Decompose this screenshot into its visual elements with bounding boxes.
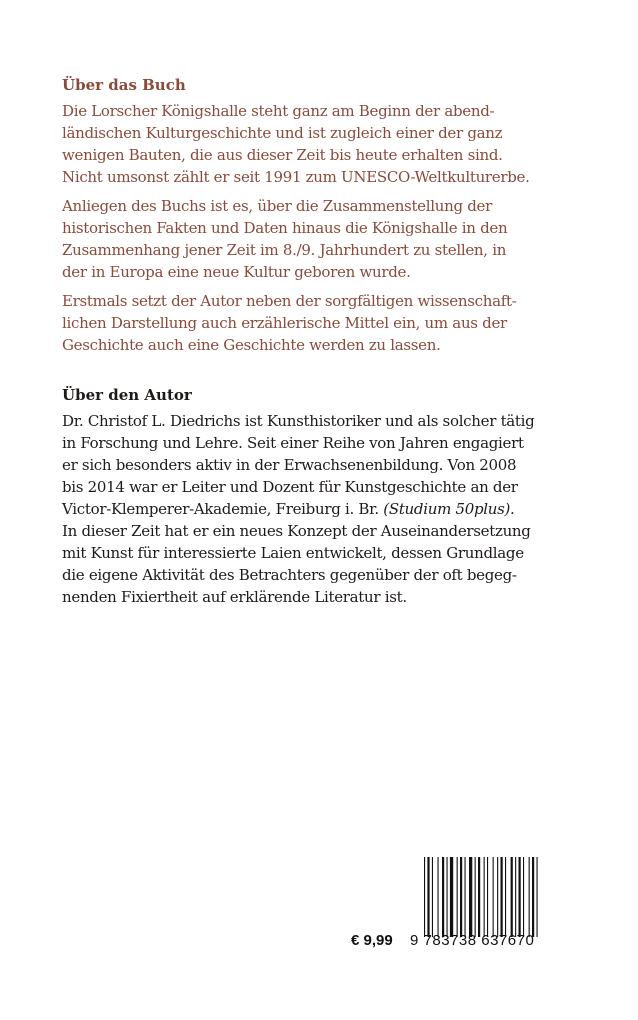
barcode-bar (529, 857, 530, 937)
text-span: Dr. Christof L. Diedrichs ist Kunsthistoriker und als solcher tätig (62, 412, 535, 430)
text-line (62, 498, 534, 520)
barcode-bar (424, 857, 425, 937)
barcode-bar (438, 857, 439, 937)
barcode (424, 857, 540, 937)
text-line: Die Lorscher Königshalle steht ganz am Beginn der abend- (62, 102, 495, 120)
barcode-bar (523, 857, 524, 937)
barcode-bar (493, 857, 494, 937)
barcode-bar (537, 857, 538, 937)
barcode-bar (469, 857, 472, 937)
barcode-bar (450, 857, 453, 937)
paragraph (62, 100, 530, 188)
text-line: Geschichte auch eine Geschichte werden zu lassen. (62, 336, 441, 354)
about-author-section (62, 384, 534, 608)
barcode-bar (505, 857, 506, 937)
barcode-bar (511, 857, 513, 937)
text-line: lichen Darstellung auch erzählerische Mittel ein, um aus der (62, 314, 507, 332)
barcode-bar (465, 857, 466, 937)
barcode-bar (515, 857, 516, 937)
barcode-bar (427, 857, 429, 937)
text-line: die eigene Aktivität des Betrachters gegenüber der oft begeg- (62, 566, 517, 584)
paragraph (62, 195, 530, 283)
barcode-bar (497, 857, 498, 937)
text-line (62, 476, 534, 498)
text-span: in Forschung und Lehre. Seit einer Reihe von Jahren engagiert (62, 434, 524, 452)
text-line: In dieser Zeit hat er ein neues Konzept der Auseinandersetzung (62, 522, 531, 540)
about-book-text (62, 100, 530, 356)
text-span: Victor-Klemperer-Akademie, Freiburg i. Br. (62, 500, 384, 518)
text-line: Erstmals setzt der Autor neben der sorgfältigen wissenschaft- (62, 292, 517, 310)
about-book-section (62, 74, 530, 363)
italic-note: (Studium 50plus). (383, 500, 515, 518)
text-line: historischen Fakten und Daten hinaus die Königshalle in den (62, 219, 508, 237)
about-author-text (62, 410, 534, 608)
text-span: bis 2014 war er Leiter und Dozent für Kunstgeschichte an der (62, 478, 518, 496)
barcode-bar (432, 857, 433, 937)
text-span: er sich besonders aktiv in der Erwachsenenbildung. Von 2008 (62, 456, 517, 474)
barcode-bar (447, 857, 448, 937)
text-line (62, 432, 534, 454)
text-line: ländischen Kulturgeschichte und ist zugleich einer der ganz (62, 124, 503, 142)
about-author-heading: Über den Autor (62, 386, 192, 404)
barcode-bar (457, 857, 458, 937)
about-book-heading: Über das Buch (62, 76, 186, 94)
text-line: der in Europa eine neue Kultur geboren wurde. (62, 263, 411, 281)
barcode-bar (460, 857, 462, 937)
text-line: mit Kunst für interessierte Laien entwickelt, dessen Grundlage (62, 544, 524, 562)
isbn-number: 9 783738 637670 (410, 932, 535, 949)
barcode-bar (519, 857, 521, 937)
barcode-bar (532, 857, 534, 937)
text-line: nenden Fixiertheit auf erklärende Literatur ist. (62, 588, 407, 606)
text-line (62, 410, 534, 432)
barcode-bar (442, 857, 444, 937)
price-label: € 9,99 (351, 932, 393, 949)
text-line: wenigen Bauten, die aus dieser Zeit bis heute erhalten sind. (62, 146, 503, 164)
barcode-bar (501, 857, 503, 937)
barcode-bar (484, 857, 485, 937)
barcode-bar (487, 857, 488, 937)
text-line: Zusammenhang jener Zeit im 8./9. Jahrhundert zu stellen, in (62, 241, 507, 259)
text-line: Anliegen des Buchs ist es, über die Zusammenstellung der (62, 197, 492, 215)
barcode-bar (478, 857, 480, 937)
barcode-bar (475, 857, 476, 937)
text-line: Nicht umsonst zählt er seit 1991 zum UNESCO-Weltkulturerbe. (62, 168, 530, 186)
paragraph (62, 290, 530, 356)
text-line (62, 454, 534, 476)
